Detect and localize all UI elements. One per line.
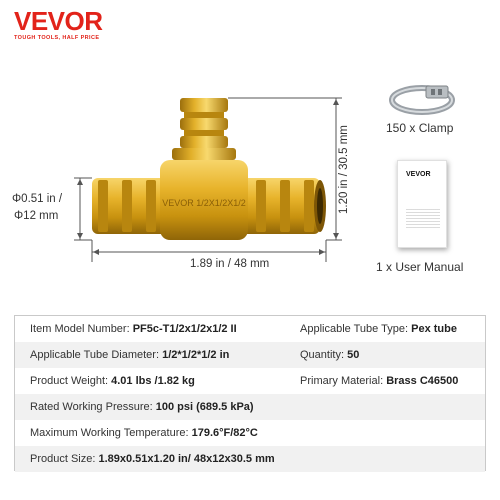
spec-cell: Product Size: 1.89x0.51x1.20 in/ 48x12x30.5 mm [30, 453, 275, 465]
spec-cell: Rated Working Pressure: 100 psi (689.5 kPa) [30, 401, 254, 413]
spec-table [14, 315, 486, 471]
spec-row [15, 394, 485, 420]
logo-tagline: TOUGH TOOLS, HALF PRICE [14, 35, 100, 41]
tee-branch [172, 98, 236, 160]
user-manual-label: 1 x User Manual [376, 260, 464, 274]
spec-row [15, 342, 485, 368]
diameter-label-inch: Φ0.51 in / [12, 193, 63, 205]
spec-cell: Applicable Tube Diameter: 1/2*1/2*1/2 in [30, 349, 230, 361]
fitting-marking: VEVOR 1/2X1/2X1/2 [162, 198, 246, 208]
diameter-dimension-line [74, 178, 92, 240]
spec-row [15, 446, 485, 472]
spec-cell: Primary Material: Brass C46500 [300, 375, 459, 387]
diameter-label-mm: Φ12 mm [14, 210, 59, 222]
spec-cell: Item Model Number: PF5c-T1/2x1/2x1/2 II [30, 323, 237, 335]
spec-row [15, 368, 485, 394]
logo-wordmark: VEVOR [14, 6, 103, 36]
spec-row [15, 316, 485, 342]
vevor-logo [14, 8, 103, 41]
height-label: 1.20 in / 30.5 mm [338, 125, 350, 214]
spec-cell: Maximum Working Temperature: 179.6°F/82°C [30, 427, 258, 439]
manual-text-lines [406, 209, 440, 229]
user-manual-image [397, 160, 447, 248]
clamp-label: 150 x Clamp [386, 121, 454, 135]
clamp-image [388, 78, 460, 118]
spec-cell: Applicable Tube Type: Pex tube [300, 323, 457, 335]
manual-logo: VEVOR [406, 171, 431, 178]
length-label: 1.89 in / 48 mm [190, 258, 270, 270]
spec-cell: Product Weight: 4.01 lbs /1.82 kg [30, 375, 195, 387]
spec-row [15, 420, 485, 446]
spec-cell: Quantity: 50 [300, 349, 360, 361]
